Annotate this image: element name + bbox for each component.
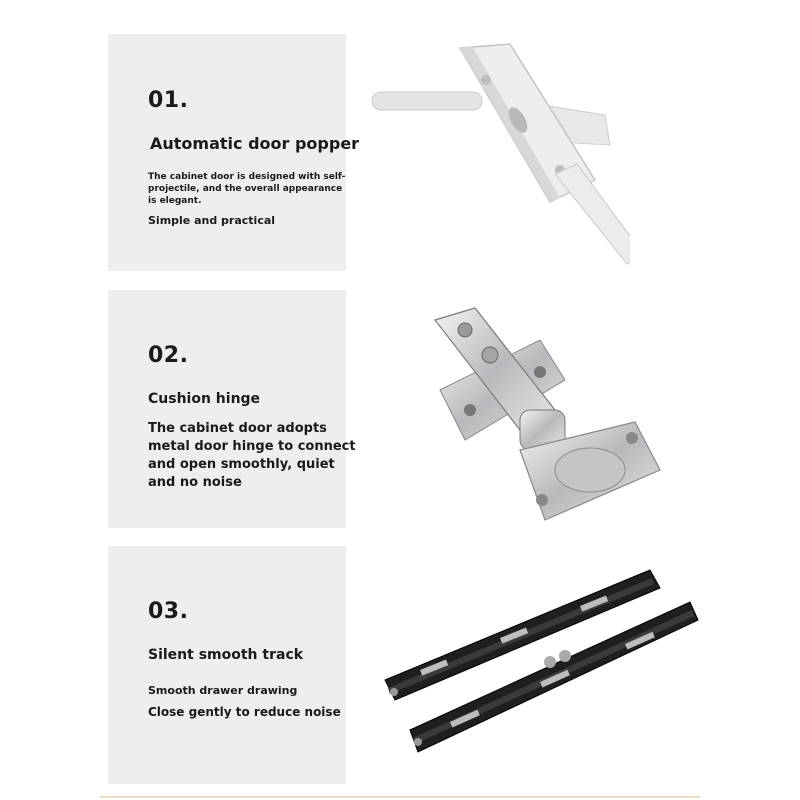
door-popper-image (360, 30, 630, 275)
feature-description: Smooth drawer drawing (148, 684, 298, 697)
feature-card-popper (108, 34, 360, 271)
feature-description: The cabinet door is designed with self-projectile, and the overall appearance is elegant. (148, 172, 346, 206)
feature-description: The cabinet door adopts metal door hinge to connect and open smoothly, quiet and no noise (148, 421, 356, 490)
feature-number: 01. (148, 88, 189, 113)
drawer-slides-image (380, 560, 710, 770)
feature-title: Silent smooth track (148, 647, 304, 663)
feature-tagline: Simple and practical (148, 214, 276, 227)
cushion-hinge-image (420, 300, 670, 540)
feature-number: 03. (148, 599, 189, 624)
feature-tagline: Close gently to reduce noise (148, 705, 341, 719)
feature-title: Automatic door popper (150, 134, 360, 153)
feature-number: 02. (148, 343, 189, 368)
bottom-divider (100, 796, 700, 798)
feature-card-track (108, 546, 346, 784)
feature-title: Cushion hinge (148, 391, 261, 407)
feature-card-hinge (108, 290, 356, 528)
